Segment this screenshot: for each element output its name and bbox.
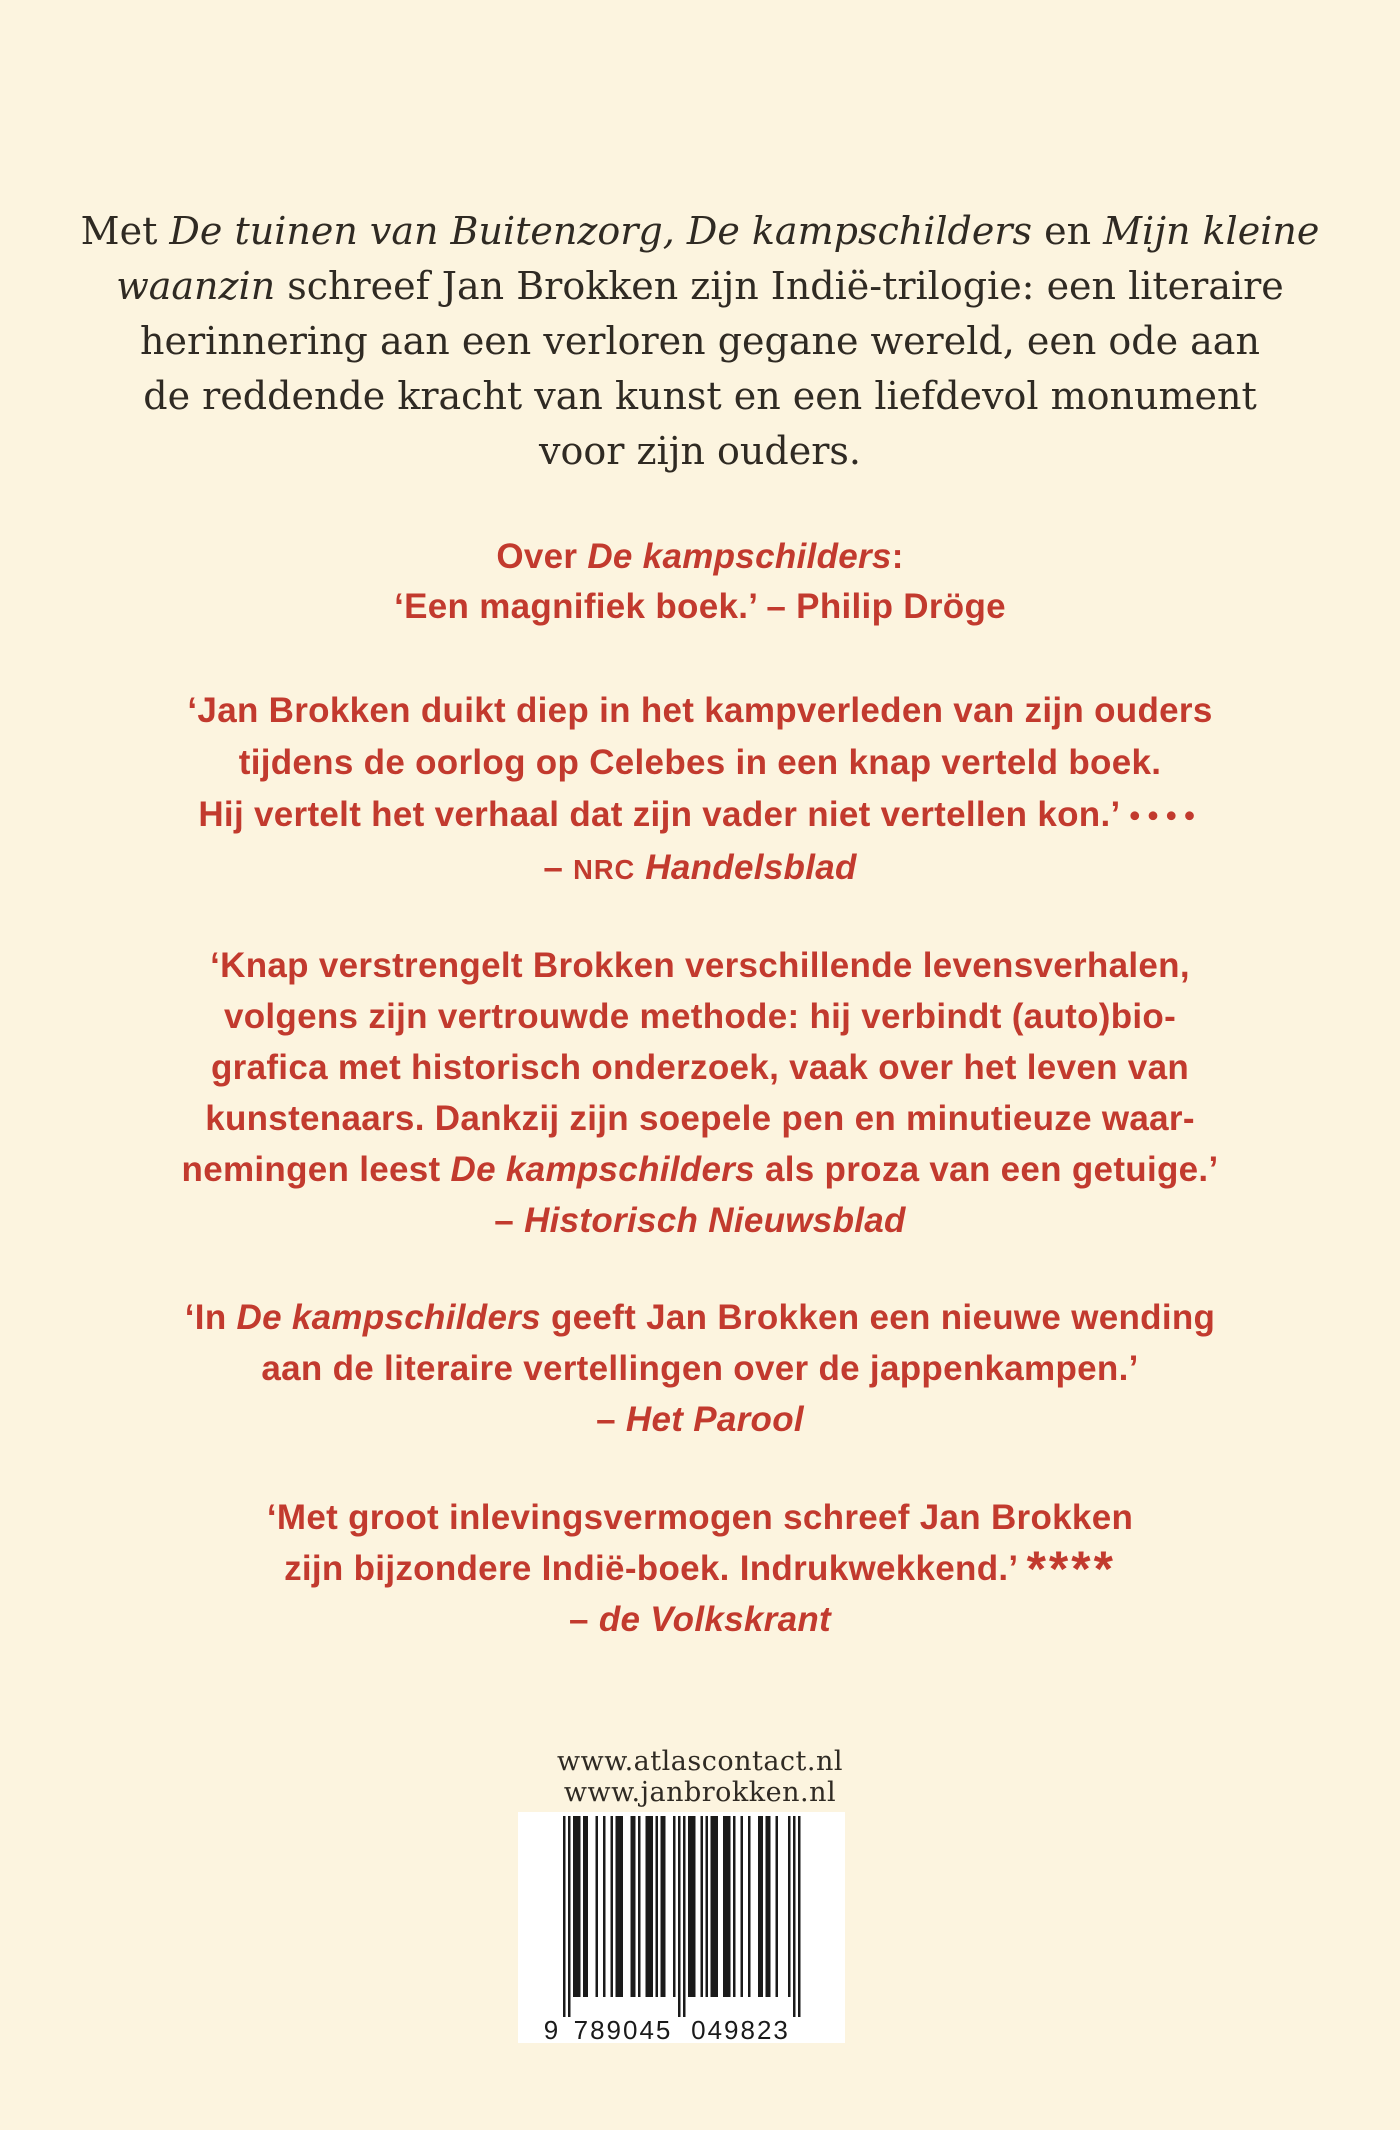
text-segment: Met [80, 209, 170, 253]
isbn-barcode [518, 1812, 845, 2043]
text-segment: zijn bijzondere Indië-boek. Indrukwekkend.’ [284, 1549, 1027, 1588]
quote-over-kampschilders [0, 532, 1400, 632]
text-line [0, 991, 1400, 1042]
text-line [0, 204, 1400, 259]
text-line [0, 1394, 1400, 1445]
text-segment: ‘Een magnifiek boek.’ – Philip Dröge [394, 587, 1006, 626]
text-line [0, 1093, 1400, 1144]
text-line [0, 940, 1400, 991]
svg-text:049823: 049823 [690, 2015, 790, 2042]
text-line [0, 369, 1400, 424]
text-segment: schreef Jan Brokken zijn Indië-trilogie: een literaire [275, 264, 1284, 308]
text-segment: volgens zijn vertrouwde methode: hij verbindt (auto)bio- [223, 997, 1177, 1036]
text-line [0, 1292, 1400, 1343]
text-segment [635, 848, 645, 887]
url-atlascontact: www.atlascontact.nl [556, 1746, 844, 1777]
text-segment: Historisch Nieuwsblad [524, 1201, 906, 1240]
text-segment: de reddende kracht van kunst en een liefdevol monument [143, 374, 1257, 418]
text-segment: – [543, 847, 574, 887]
text-segment: ‘Met groot inlevingsvermogen schreef Jan Brokken [266, 1498, 1134, 1537]
quote-het-parool [0, 1292, 1400, 1445]
quote-de-volkskrant [0, 1492, 1400, 1645]
text-segment: waanzin [116, 264, 276, 308]
text-line [0, 737, 1400, 789]
text-line [0, 1540, 1400, 1597]
url-janbrokken: www.janbrokken.nl [563, 1777, 837, 1808]
text-line [0, 424, 1400, 479]
text-segment: De kampschilders [450, 1150, 755, 1189]
text-segment: voor zijn ouders. [539, 429, 861, 473]
text-line [0, 314, 1400, 369]
text-line [0, 1594, 1400, 1645]
text-segment: NRC [573, 853, 636, 885]
text-segment: Mijn kleine [1103, 209, 1320, 253]
text-segment: als proza van een getuige.’ [754, 1150, 1219, 1189]
text-line [0, 1042, 1400, 1093]
text-segment: Handelsblad [645, 847, 857, 887]
text-line [0, 259, 1400, 314]
text-line [0, 582, 1400, 632]
barcode-bars [542, 1816, 822, 2042]
text-segment: grafica met historisch onderzoek, vaak over het leven van [210, 1048, 1190, 1087]
text-segment: herinnering aan een verloren gegane wereld, een ode aan [140, 319, 1260, 363]
text-segment: de Volkskrant [598, 1600, 831, 1639]
publisher-urls [0, 1746, 1400, 1808]
text-segment: ‘Jan Brokken duikt diep in het kampverleden van zijn ouders [187, 691, 1213, 730]
svg-text:9: 9 [543, 2015, 560, 2042]
text-line [0, 789, 1400, 842]
text-segment: – [569, 1600, 599, 1639]
text-line [0, 1343, 1400, 1394]
text-segment: ‘Knap verstrengelt Brokken verschillende levensverhalen, [210, 946, 1190, 985]
text-line [0, 685, 1400, 737]
text-segment: – [596, 1400, 626, 1439]
text-segment: aan de literaire vertellingen over de jappenkampen.’ [261, 1349, 1139, 1388]
text-segment: geeft Jan Brokken een nieuwe wending [540, 1298, 1216, 1337]
text-segment: Het Parool [625, 1400, 804, 1439]
text-segment: De kampschilders [236, 1298, 541, 1337]
rating-dots: ●●●● [1128, 804, 1202, 827]
quote-nrc-handelsblad [0, 685, 1400, 896]
rating-stars: **** [1026, 1540, 1116, 1597]
text-segment: Over [496, 537, 588, 576]
text-segment: kunstenaars. Dankzij zijn soepele pen en minutieuze waar- [205, 1099, 1195, 1138]
text-segment: en [1032, 209, 1104, 253]
text-line [0, 842, 1400, 896]
text-segment: tijdens de oorlog op Celebes in een knap verteld boek. [238, 743, 1162, 782]
text-line [0, 532, 1400, 582]
text-line [0, 1144, 1400, 1195]
text-segment: Hij vertelt het verhaal dat zijn vader niet vertellen kon.’ [198, 795, 1129, 834]
quote-historisch-nieuwsblad [0, 940, 1400, 1246]
text-line [0, 1195, 1400, 1246]
text-segment: De tuinen van Buitenzorg, De kampschilders [169, 209, 1032, 253]
text-segment: : [891, 537, 904, 576]
intro-paragraph [0, 204, 1400, 479]
text-segment: – [494, 1201, 525, 1240]
text-segment: De kampschilders [587, 537, 892, 576]
svg-text:789045: 789045 [573, 2015, 672, 2042]
text-line [0, 1492, 1400, 1543]
text-segment: nemingen leest [181, 1150, 451, 1189]
text-segment: ‘In [184, 1298, 237, 1337]
